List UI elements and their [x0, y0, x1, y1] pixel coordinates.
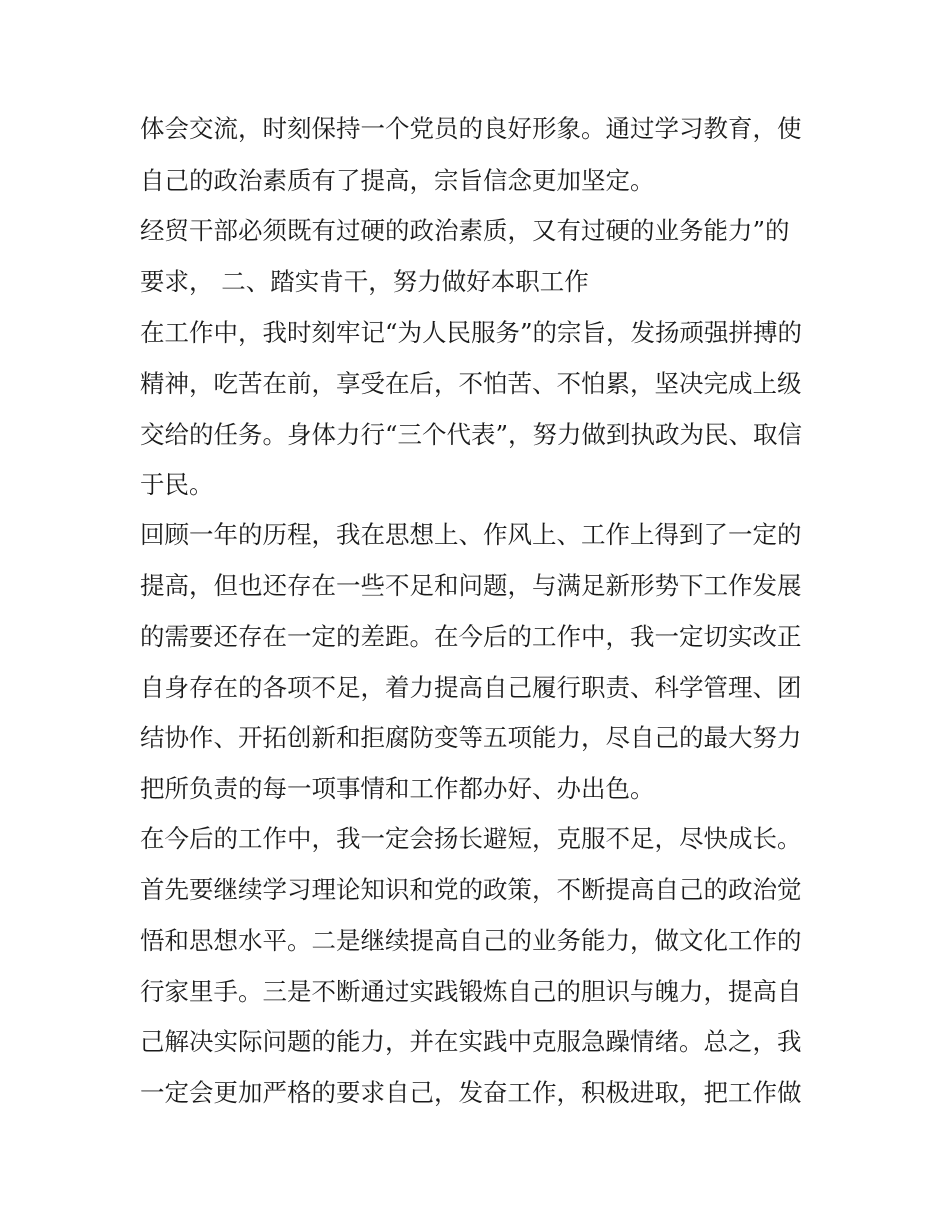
text-line: 精神，吃苦在前，享受在后，不怕苦、不怕累，坚决完成上级 [140, 369, 802, 398]
text-line: 自身存在的各项不足，着力提高自己履行职责、科学管理、团 [140, 673, 802, 702]
text-line: 己解决实际问题的能力，并在实践中克服急躁情绪。总之，我 [140, 1027, 802, 1056]
text-line: 把所负责的每一项事情和工作都办好、办出色。 [140, 774, 655, 803]
text-line: 行家里手。三是不断通过实践锻炼自己的胆识与魄力，提高自 [140, 977, 802, 1006]
text-line: 的需要还存在一定的差距。在今后的工作中，我一定切实改正 [140, 622, 802, 651]
text-line: 在今后的工作中，我一定会扬长避短，克服不足，尽快成长。 [140, 824, 802, 853]
text-line: 要求， 二、踏实肯干，努力做好本职工作 [140, 267, 589, 296]
text-line: 回顾一年的历程，我在思想上、作风上、工作上得到了一定的 [140, 520, 802, 549]
text-line: 悟和思想水平。二是继续提高自己的业务能力，做文化工作的 [140, 926, 802, 955]
text-line: 一定会更加严格的要求自己，发奋工作，积极进取，把工作做 [140, 1078, 802, 1107]
text-line: 提高，但也还存在一些不足和问题，与满足新形势下工作发展 [140, 571, 802, 600]
text-line: 体会交流，时刻保持一个党员的良好形象。通过学习教育，使 [140, 114, 802, 143]
text-line: 于民。 [140, 470, 214, 499]
text-line: 在工作中，我时刻牢记“为人民服务”的宗旨，发扬顽强拼搏的 [140, 318, 803, 347]
text-line: 经贸干部必须既有过硬的政治素质，又有过硬的业务能力”的 [140, 216, 790, 245]
text-line: 结协作、开拓创新和拒腐防变等五项能力，尽自己的最大努力 [140, 723, 802, 752]
text-line: 自己的政治素质有了提高，宗旨信念更加坚定。 [140, 166, 655, 195]
text-line: 交给的任务。身体力行“三个代表”，努力做到执政为民、取信 [140, 420, 803, 449]
text-line: 首先要继续学习理论知识和党的政策，不断提高自己的政治觉 [140, 875, 802, 904]
